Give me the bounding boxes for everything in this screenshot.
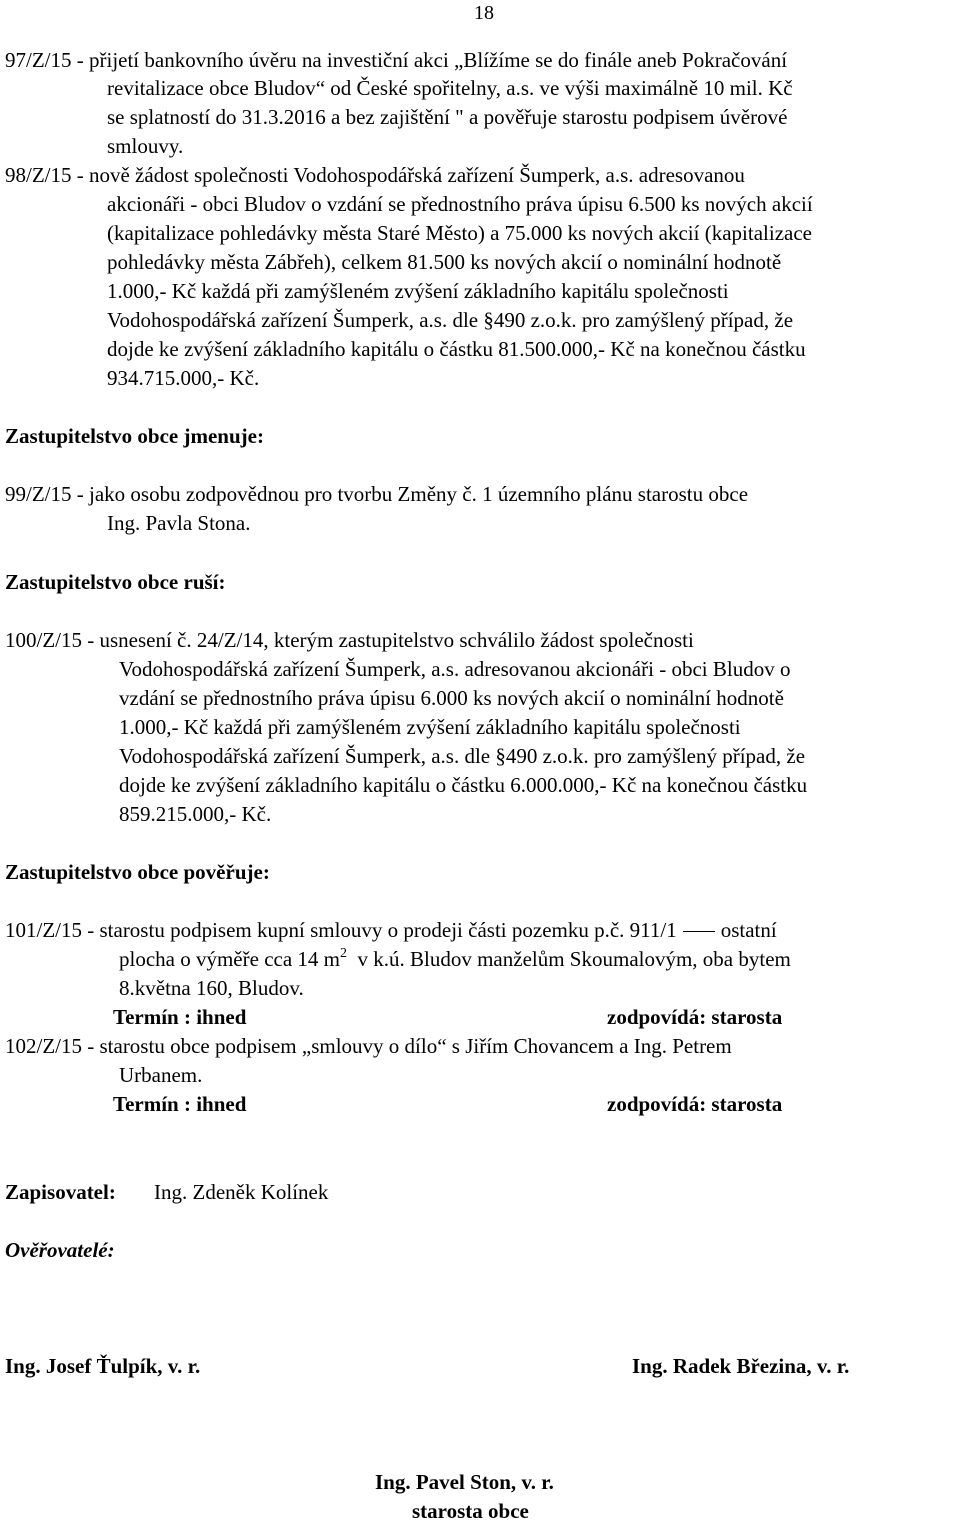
resolution-98-line: dojde ke zvýšení základního kapitálu o částku 81.500.000,- Kč na konečnou částku [107,337,806,361]
resolution-101-line [119,947,791,972]
resolution-100-line: Vodohospodářská zařízení Šumperk, a.s. dle §490 z.o.k. pro zamýšlený případ, že [119,744,806,768]
resolution-99-line: Ing. Pavla Stona. [107,511,251,535]
verifier-1: Ing. Josef Ťulpík, v. r. [5,1354,201,1378]
blank-underline [683,931,715,932]
resolution-97-line: se splatností do 31.3.2016 a bez zajištění " a pověřuje starostu podpisem úvěrové [107,105,788,129]
superscript: 2 [340,946,347,961]
resolution-99-line: 99/Z/15 - jako osobu zodpovědnou pro tvorbu Změny č. 1 územního plánu starostu obce [5,482,749,506]
heading-rusi: Zastupitelstvo obce ruší: [5,570,226,594]
responsible-label: zodpovídá: starosta [607,1092,783,1116]
signatory-role: starosta obce [412,1499,529,1523]
resolution-102-line: Urbanem. [119,1063,203,1087]
resolution-100-line: vzdání se přednostního práva úpisu 6.000 ks nových akcií o nominální hodnotě [119,686,784,710]
resolution-98-line: 98/Z/15 - nově žádost společnosti Vodohospodářská zařízení Šumperk, a.s. adresovanou [5,163,745,187]
signatory-name: Ing. Pavel Ston, v. r. [375,1470,554,1494]
heading-poveruje: Zastupitelstvo obce pověřuje: [5,860,270,884]
resolution-101-text: ostatní [720,918,777,942]
recorder-name: Ing. Zdeněk Kolínek [154,1180,329,1204]
resolution-100-line: dojde ke zvýšení základního kapitálu o částku 6.000.000,- Kč na konečnou částku [119,773,808,797]
term-label: Termín : ihned [113,1005,247,1029]
resolution-100-line: Vodohospodářská zařízení Šumperk, a.s. adresovanou akcionáři - obci Bludov o [119,657,791,681]
resolution-100-line: 1.000,- Kč každá při zamýšleném zvýšení základního kapitálu společnosti [119,715,741,739]
recorder-label: Zapisovatel: [5,1180,116,1204]
resolution-102-line: 102/Z/15 - starostu obce podpisem „smlouvy o dílo“ s Jiřím Chovancem a Ing. Petrem [5,1034,732,1058]
term-label: Termín : ihned [113,1092,247,1116]
resolution-100-line: 859.215.000,- Kč. [119,802,272,826]
resolution-101-text: v k.ú. Bludov manželům Skoumalovým, oba bytem [347,947,791,971]
resolution-98-line: akcionáři - obci Bludov o vzdání se přednostního práva úpisu 6.500 ks nových akcií [107,192,813,216]
page-number: 18 [474,2,494,24]
resolution-98-line: Vodohospodářská zařízení Šumperk, a.s. dle §490 z.o.k. pro zamýšlený případ, že [107,308,794,332]
resolution-98-line: 1.000,- Kč každá při zamýšleném zvýšení základního kapitálu společnosti [107,279,729,303]
resolution-101-text: 101/Z/15 - starostu podpisem kupní smlouvy o prodeji části pozemku p.č. 911/1 [5,918,677,942]
resolution-97-line: revitalizace obce Bludov“ od České spořitelny, a.s. ve výši maximálně 10 mil. Kč [107,76,793,100]
heading-jmenuje: Zastupitelstvo obce jmenuje: [5,424,264,448]
resolution-97-line: 97/Z/15 - přijetí bankovního úvěru na investiční akci „Blížíme se do finále aneb Pokračování [5,48,788,72]
resolution-97-line: smlouvy. [107,134,184,158]
verifier-2: Ing. Radek Březina, v. r. [632,1354,850,1378]
resolution-101-text: plocha o výměře cca 14 m [119,947,340,971]
resolution-101-line [5,918,777,943]
resolution-98-line: pohledávky města Zábřeh), celkem 81.500 ks nových akcií o nominální hodnotě [107,250,782,274]
resolution-98-line: 934.715.000,- Kč. [107,366,260,390]
verifiers-label: Ověřovatelé: [5,1238,115,1262]
resolution-98-line: (kapitalizace pohledávky města Staré Město) a 75.000 ks nových akcií (kapitalizace [107,221,812,245]
resolution-100-line: 100/Z/15 - usnesení č. 24/Z/14, kterým zastupitelstvo schválilo žádost společnosti [5,628,694,652]
resolution-101-line: 8.května 160, Bludov. [119,976,304,1000]
responsible-label: zodpovídá: starosta [607,1005,783,1029]
